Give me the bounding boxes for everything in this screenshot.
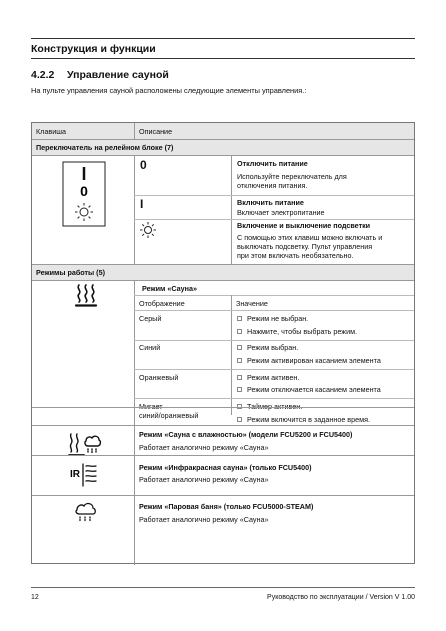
relay-divider-2	[231, 155, 232, 265]
blink-label-1: Мигает	[139, 402, 163, 411]
manual-version: Руководство по эксплуатации / Version V 1.00	[267, 594, 415, 601]
steam-top-line	[32, 495, 414, 496]
light-text-3: при этом включать необязательно.	[237, 251, 354, 260]
ir-icon-text: IR	[70, 469, 80, 480]
relay-row	[32, 155, 414, 156]
steam-title: Режим «Паровая баня» (только FCU5000-STEAM)	[139, 502, 314, 511]
blue-value-1: Режим выбран.	[247, 343, 299, 352]
steam-text: Работает аналогично режиму «Сауна»	[139, 515, 269, 524]
intro-text: На пульте управления сауной расположены следующие элементы управления.:	[31, 86, 307, 95]
ir-top-line	[32, 455, 414, 456]
bullet	[237, 387, 242, 392]
sauna-mode-icon	[74, 283, 98, 307]
bullet	[237, 417, 242, 422]
footer-rule	[31, 587, 415, 588]
on-title: Включить питание	[237, 198, 304, 207]
orange-label: Оранжевый	[139, 373, 179, 382]
subsection-number: 4.2.2	[31, 69, 55, 81]
table-header-row	[32, 123, 414, 139]
sauna-hline-1	[134, 310, 414, 311]
humid-top-line	[32, 425, 414, 426]
light-text-2: выключать подсветку. Пульт управления	[237, 242, 373, 251]
steam-bath-icon	[74, 501, 98, 523]
header-rule-top	[31, 38, 415, 39]
sauna-title: Режим «Сауна»	[142, 284, 197, 293]
controls-table	[31, 122, 415, 564]
sauna-col-value: Значение	[236, 299, 268, 308]
off-text-2: отключения питания.	[237, 181, 308, 190]
gray-label: Серый	[139, 314, 162, 323]
blue-label: Синий	[139, 343, 161, 352]
col-desc-header: Описание	[139, 127, 173, 136]
on-text: Включает электропитание	[237, 208, 325, 217]
bullet	[237, 345, 242, 350]
sauna-hline-2	[134, 340, 414, 341]
svg-text:0: 0	[80, 183, 88, 199]
bullet	[237, 358, 242, 363]
humid-sauna-icon	[68, 431, 102, 457]
blink-value-2: Режим включится в заданное время.	[247, 415, 370, 424]
sauna-inner-divider	[231, 295, 232, 415]
ir-title: Режим «Инфракрасная сауна» (только FCU5400)	[139, 463, 312, 472]
relay-hline-1	[134, 195, 414, 196]
relay-switch-icon	[62, 161, 106, 227]
humid-text: Работает аналогично режиму «Сауна»	[139, 443, 269, 452]
bullet	[237, 329, 242, 334]
blue-value-2: Режим активирован касанием элемента	[247, 356, 381, 365]
ir-text: Работает аналогично режиму «Сауна»	[139, 475, 269, 484]
relay-divider-1	[134, 155, 135, 265]
sauna-hline-4	[134, 398, 414, 399]
light-title: Включение и выключение подсветки	[237, 221, 371, 230]
gray-value-1: Режим не выбран.	[247, 314, 309, 323]
col-key-header: Клавиша	[36, 127, 66, 136]
off-symbol: 0	[140, 158, 147, 172]
orange-value-2: Режим отключается касанием элемента	[247, 385, 381, 394]
light-icon	[139, 221, 157, 239]
relay-hline-2	[134, 219, 414, 220]
modes-divider	[134, 280, 135, 565]
off-text-1: Используйте переключатель для	[237, 172, 347, 181]
sauna-row	[32, 280, 414, 281]
orange-value-1: Режим активен.	[247, 373, 300, 382]
on-symbol: I	[140, 197, 144, 211]
bullet	[237, 375, 242, 380]
header-divider	[134, 123, 135, 139]
bullet	[237, 316, 242, 321]
header-rule-bottom	[31, 58, 415, 59]
sauna-col-display: Отображение	[139, 299, 185, 308]
blink-label-2: синий/оранжевый	[139, 411, 199, 420]
relay-group-label: Переключатель на релейном блоке (7)	[36, 143, 174, 152]
modes-group-label: Режимы работы (5)	[36, 268, 105, 277]
subsection-title: Управление сауной	[67, 69, 169, 81]
humid-row	[32, 407, 414, 408]
blink-value-1: Таймер активен.	[247, 402, 303, 411]
light-text-1: С помощью этих клавиш можно включать и	[237, 233, 383, 242]
page-number: 12	[31, 594, 39, 601]
sauna-hline-0	[134, 295, 414, 296]
gray-value-2: Нажмите, чтобы выбрать режим.	[247, 327, 358, 336]
off-title: Отключить питание	[237, 159, 308, 168]
humid-title: Режим «Сауна с влажностью» (модели FCU5200 и FCU5400)	[139, 430, 353, 439]
sauna-hline-3	[134, 369, 414, 370]
infrared-sauna-icon	[70, 462, 98, 488]
section-title: Конструкция и функции	[31, 43, 156, 55]
subsection-heading	[31, 69, 169, 81]
